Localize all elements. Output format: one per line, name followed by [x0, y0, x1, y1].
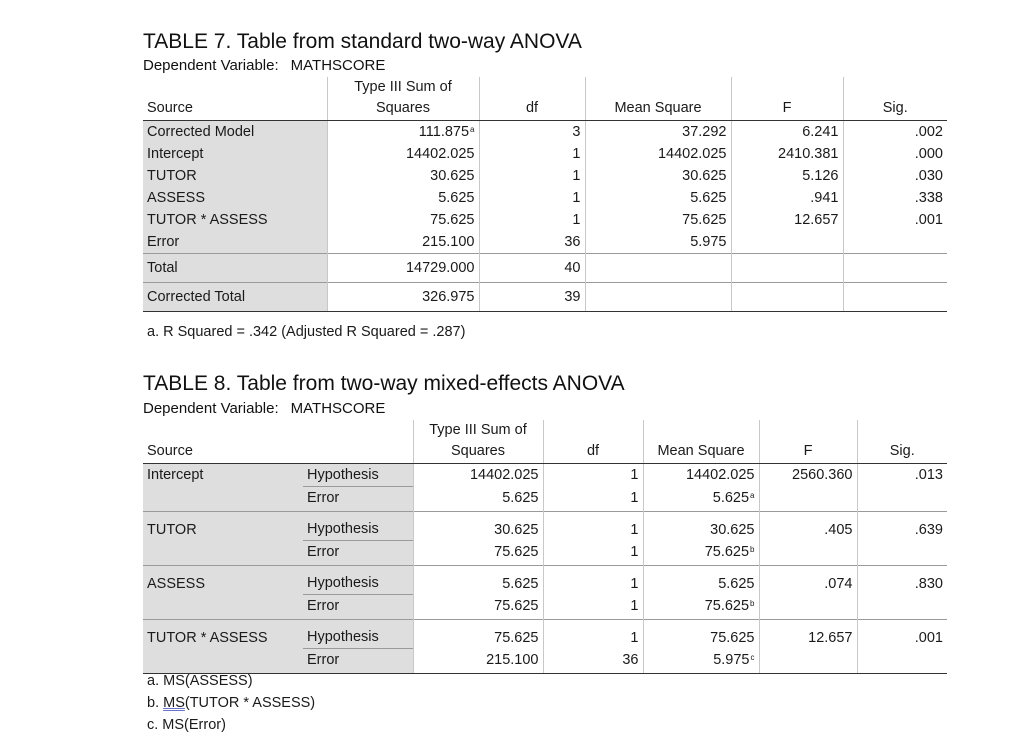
row-df: 36 — [479, 231, 585, 254]
row-source: Intercept — [143, 143, 327, 165]
row-sum-of-squares: 215.100 — [413, 649, 543, 674]
table-row — [143, 595, 947, 620]
row-sum-of-squares — [327, 165, 479, 187]
table7-footnote: a. R Squared = .342 (Adjusted R Squared = .287) — [147, 324, 466, 340]
table-row — [143, 487, 947, 512]
row-f — [759, 649, 857, 674]
footnote-marker: a — [750, 490, 755, 500]
table-row — [143, 649, 947, 674]
value: 75.625 — [710, 629, 755, 646]
footnote-marker: c — [750, 652, 755, 662]
table7 — [143, 77, 947, 312]
row-sig: .001 — [857, 620, 947, 649]
row-mean-square — [643, 541, 759, 566]
row-df: 1 — [479, 187, 585, 209]
row-f — [731, 283, 843, 312]
row-sig — [857, 595, 947, 620]
row-f: 5.126 — [731, 165, 843, 187]
table7-title: TABLE 7. Table from standard two-way ANOVA — [143, 30, 582, 53]
row-mean-square: 5.625 — [585, 187, 731, 209]
row-df: 1 — [543, 566, 643, 595]
row-df: 1 — [543, 595, 643, 620]
row-df: 1 — [543, 464, 643, 487]
row-mean-square: 5.975 — [585, 231, 731, 254]
row-mean-square — [643, 620, 759, 649]
row-term: Hypothesis — [303, 566, 413, 595]
row-source-blank — [143, 649, 303, 674]
row-sig — [857, 649, 947, 674]
header-sig: Sig. — [857, 420, 947, 464]
row-df: 1 — [543, 541, 643, 566]
row-source: Error — [143, 231, 327, 254]
row-term: Hypothesis — [303, 620, 413, 649]
row-df: 1 — [479, 143, 585, 165]
table-row — [143, 512, 947, 541]
row-f — [759, 487, 857, 512]
table-row — [143, 231, 947, 254]
table7-header-row — [143, 77, 947, 121]
row-mean-square: 37.292 — [585, 121, 731, 144]
header-f: F — [759, 420, 857, 464]
row-mean-square — [585, 254, 731, 283]
value: 326.975 — [422, 289, 475, 305]
row-sum-of-squares — [327, 283, 479, 312]
value: 5.625 — [712, 489, 750, 506]
row-df: 1 — [543, 512, 643, 541]
row-sum-of-squares: 5.625 — [413, 566, 543, 595]
row-sum-of-squares — [327, 187, 479, 209]
footnote-b-prefix: b. — [147, 695, 164, 711]
table-row — [143, 209, 947, 231]
table-row — [143, 620, 947, 649]
header-blank — [303, 420, 413, 464]
row-df: 39 — [479, 283, 585, 312]
row-sum-of-squares — [327, 143, 479, 165]
row-mean-square — [643, 464, 759, 487]
row-source: TUTOR — [143, 512, 303, 541]
table8-grid — [143, 420, 947, 674]
row-f — [759, 541, 857, 566]
row-f: 12.657 — [759, 620, 857, 649]
row-sig — [843, 254, 947, 283]
footnote-b-ms: MS — [163, 695, 185, 711]
header-df: df — [543, 420, 643, 464]
row-source-blank — [143, 595, 303, 620]
row-sum-of-squares: 30.625 — [413, 512, 543, 541]
header-mean-square: Mean Square — [643, 420, 759, 464]
table-row — [143, 541, 947, 566]
value: 75.625 — [704, 543, 750, 560]
table8-footnote-a: a. MS(ASSESS) — [147, 673, 253, 689]
row-mean-square — [643, 595, 759, 620]
value: 14402.025 — [405, 146, 475, 162]
row-sig: .830 — [857, 566, 947, 595]
row-df: 36 — [543, 649, 643, 674]
footnote-marker: a — [470, 125, 475, 134]
row-source: TUTOR * ASSESS — [143, 620, 303, 649]
row-sum-of-squares: 75.625 — [413, 620, 543, 649]
value: 75.625 — [430, 212, 475, 228]
footnote-marker: b — [750, 544, 755, 554]
row-source: ASSESS — [143, 566, 303, 595]
table8-footnote-c: c. MS(Error) — [147, 717, 226, 733]
row-df: 1 — [543, 487, 643, 512]
row-sig: .013 — [857, 464, 947, 487]
table8-dependent-variable — [143, 400, 385, 417]
row-f: .405 — [759, 512, 857, 541]
row-term: Error — [303, 595, 413, 620]
value: 75.625 — [704, 597, 750, 614]
dependent-variable-label: Dependent Variable: — [143, 57, 279, 74]
row-df: 1 — [479, 165, 585, 187]
row-f: .074 — [759, 566, 857, 595]
table8-body — [143, 464, 947, 674]
row-mean-square — [643, 487, 759, 512]
row-df: 1 — [543, 620, 643, 649]
table7-body — [143, 121, 947, 312]
footnote-marker: b — [750, 598, 755, 608]
value: 5.625 — [718, 575, 755, 592]
table-row — [143, 143, 947, 165]
row-f: 12.657 — [731, 209, 843, 231]
row-sum-of-squares: 14402.025 — [413, 464, 543, 487]
row-mean-square — [643, 512, 759, 541]
row-f — [731, 254, 843, 283]
row-sum-of-squares — [327, 121, 479, 144]
row-source: TUTOR * ASSESS — [143, 209, 327, 231]
row-sum-of-squares — [327, 254, 479, 283]
row-source-blank — [143, 487, 303, 512]
row-sum-of-squares — [327, 231, 479, 254]
table-row — [143, 283, 947, 312]
value: 30.625 — [710, 521, 755, 538]
row-sig: .000 — [843, 143, 947, 165]
row-sig — [857, 487, 947, 512]
header-source: Source — [143, 77, 327, 121]
row-sig: .639 — [857, 512, 947, 541]
header-f: F — [731, 77, 843, 121]
row-term: Hypothesis — [303, 512, 413, 541]
row-f: .941 — [731, 187, 843, 209]
row-f — [731, 231, 843, 254]
row-sum-of-squares: 75.625 — [413, 541, 543, 566]
row-source: Corrected Model — [143, 121, 327, 144]
header-mean-square: Mean Square — [585, 77, 731, 121]
dependent-variable-value: MATHSCORE — [290, 400, 386, 417]
row-sum-of-squares — [327, 209, 479, 231]
value: 14402.025 — [685, 467, 755, 484]
value: 5.625 — [438, 190, 475, 206]
row-sum-of-squares: 75.625 — [413, 595, 543, 620]
row-mean-square: 14402.025 — [585, 143, 731, 165]
row-df: 1 — [479, 209, 585, 231]
table-row — [143, 464, 947, 487]
row-sig: .002 — [843, 121, 947, 144]
table7-dependent-variable — [143, 57, 385, 74]
value: 5.975 — [713, 651, 750, 668]
table-row — [143, 121, 947, 144]
row-mean-square: 30.625 — [585, 165, 731, 187]
dependent-variable-value: MATHSCORE — [290, 57, 386, 74]
value: 111.875 — [418, 124, 470, 140]
row-sig — [857, 541, 947, 566]
table8-header-row — [143, 420, 947, 464]
row-f: 6.241 — [731, 121, 843, 144]
row-mean-square — [643, 649, 759, 674]
row-source: Total — [143, 254, 327, 283]
row-sig: .338 — [843, 187, 947, 209]
row-source: Intercept — [143, 464, 303, 487]
row-term: Error — [303, 541, 413, 566]
table-row — [143, 165, 947, 187]
footnote-b-rest: (TUTOR * ASSESS) — [184, 695, 316, 711]
header-sig: Sig. — [843, 77, 947, 121]
header-ss-line1: Type III Sum of — [354, 79, 452, 95]
row-mean-square: 75.625 — [585, 209, 731, 231]
row-sig: .030 — [843, 165, 947, 187]
row-source: Corrected Total — [143, 283, 327, 312]
table8-footnote-b — [147, 695, 315, 711]
row-sig — [843, 231, 947, 254]
value: 14729.000 — [405, 260, 475, 276]
row-sig — [843, 283, 947, 312]
row-f: 2560.360 — [759, 464, 857, 487]
row-sum-of-squares: 5.625 — [413, 487, 543, 512]
table-row — [143, 187, 947, 209]
header-ss — [413, 420, 543, 464]
row-df: 3 — [479, 121, 585, 144]
row-df: 40 — [479, 254, 585, 283]
header-ss-line1: Type III Sum of — [429, 422, 527, 438]
table-row — [143, 566, 947, 595]
row-f: 2410.381 — [731, 143, 843, 165]
row-source: TUTOR — [143, 165, 327, 187]
header-df: df — [479, 77, 585, 121]
table8-title: TABLE 8. Table from two-way mixed-effects ANOVA — [143, 372, 625, 395]
row-term: Error — [303, 649, 413, 674]
row-term: Hypothesis — [303, 464, 413, 487]
row-source: ASSESS — [143, 187, 327, 209]
header-source: Source — [143, 420, 303, 464]
value: 30.625 — [430, 168, 475, 184]
header-ss — [327, 77, 479, 121]
header-ss-line2: Squares — [375, 100, 430, 116]
dependent-variable-label: Dependent Variable: — [143, 400, 279, 417]
row-f — [759, 595, 857, 620]
table-row — [143, 254, 947, 283]
row-term: Error — [303, 487, 413, 512]
row-sig: .001 — [843, 209, 947, 231]
row-mean-square — [643, 566, 759, 595]
row-source-blank — [143, 541, 303, 566]
header-ss-line2: Squares — [450, 443, 505, 459]
row-mean-square — [585, 283, 731, 312]
value: 215.100 — [422, 234, 475, 250]
